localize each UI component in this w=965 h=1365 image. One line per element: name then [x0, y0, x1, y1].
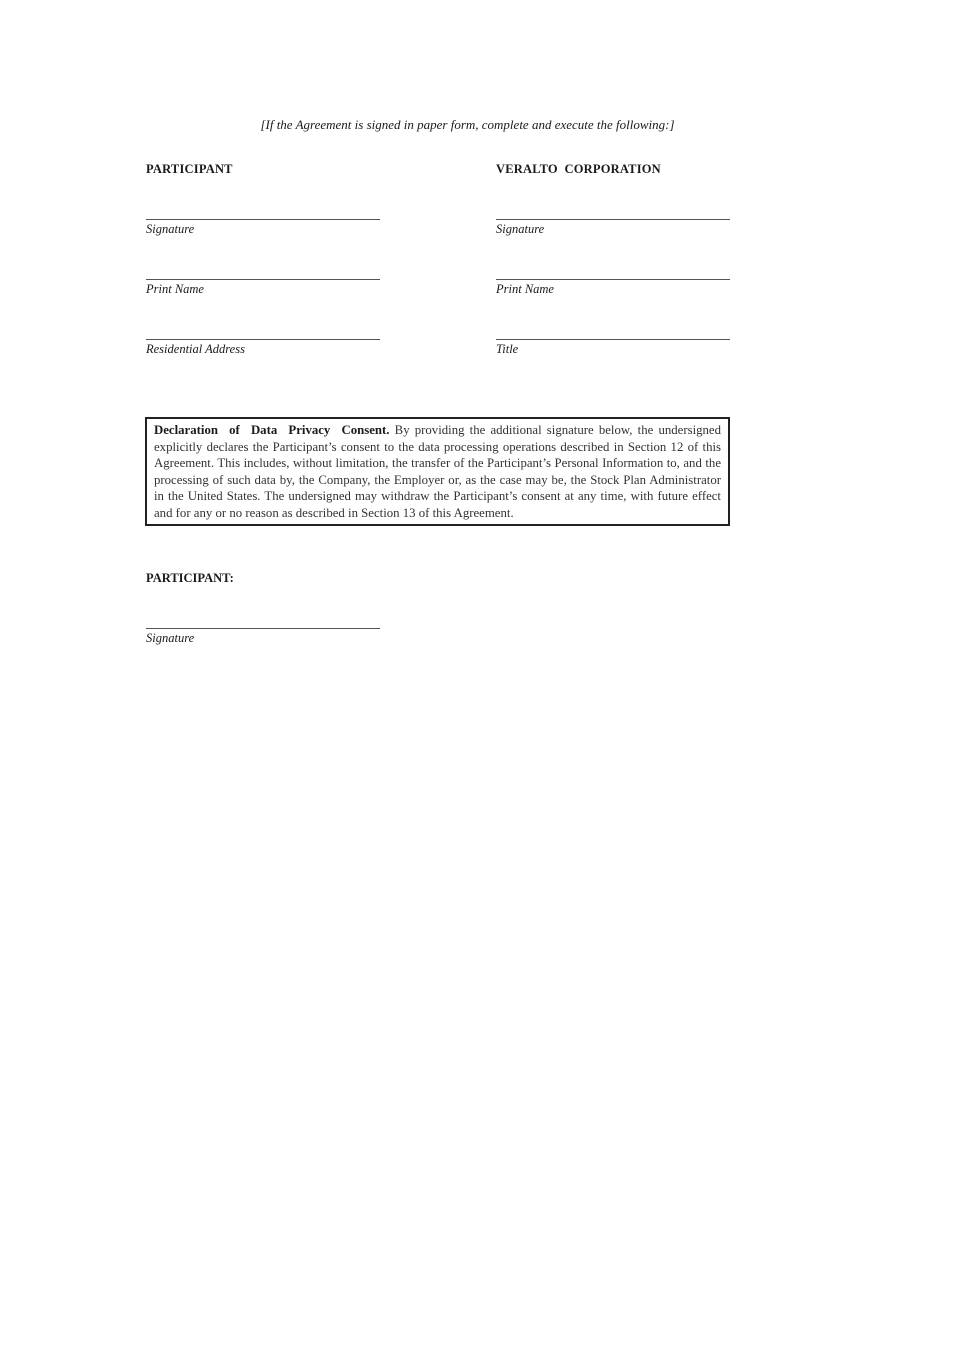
consent-body: By providing the additional signature below, the undersigned explicitly declares the Participant’s consent to the data processing operations described in Section 12 of this Agreement. This includes, without limitation, the transfer of the Participant’s Personal Information to, and the processing of such data by, the Company, the Employer or, as the case may be, the Stock Plan Administrator in the United States. The undersigned may withdraw the Participant’s consent at any time, with future effect and for any or no reason as described in Section 13 of this Agreement.	[154, 423, 721, 520]
participant-print-name-line	[146, 279, 380, 280]
company-print-name-line	[496, 279, 730, 280]
participant-signature-line	[146, 219, 380, 220]
consent-signature-line	[146, 628, 380, 629]
company-signature-label: Signature	[496, 222, 545, 236]
company-print-name-label: Print Name	[496, 282, 554, 296]
consent-heading: Declaration of Data Privacy Consent.	[154, 423, 390, 437]
participant-address-line	[146, 339, 380, 340]
company-title-label: Title	[496, 342, 519, 356]
consent-participant-heading: PARTICIPANT:	[146, 571, 234, 585]
participant-address-label: Residential Address	[146, 342, 245, 356]
participant-signature-label: Signature	[146, 222, 195, 236]
data-privacy-consent-box	[145, 417, 730, 526]
consent-signature-label: Signature	[146, 631, 195, 645]
company-signature-line	[496, 219, 730, 220]
participant-print-name-label: Print Name	[146, 282, 204, 296]
company-heading: VERALTO CORPORATION	[496, 162, 661, 176]
company-title-line	[496, 339, 730, 340]
intro-instruction: [If the Agreement is signed in paper form, complete and execute the following:]	[260, 117, 675, 132]
participant-heading: PARTICIPANT	[146, 162, 233, 176]
